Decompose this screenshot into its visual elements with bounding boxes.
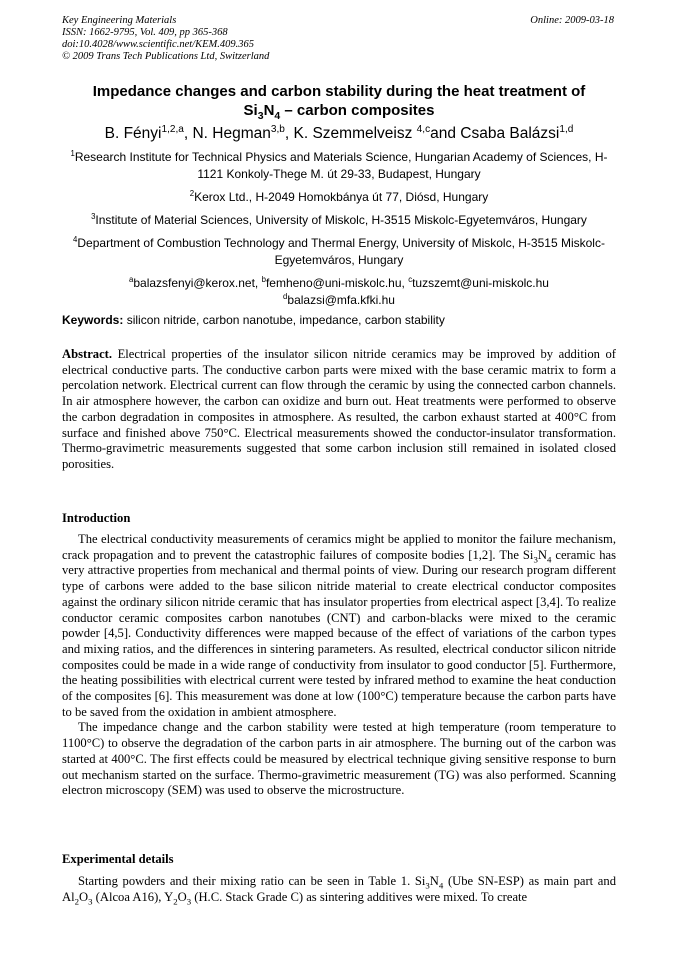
journal-header xyxy=(62,15,269,63)
intro-paragraph-1: The electrical conductivity measurements of ceramics might be applied to monitor the failure mechanism, crack propagation and to prevent the catastrophic failures of composite bodies [1,2]. The $Si_3N_4$ ceramic has very attractive properties from mechanical and thermal points of view. During our research program different type of carbons were added to the base silicon nitride material to create electrical conductor composites against the ordinary silicon nitride ceramic that has insulator properties from electrical aspect [3,4]. To realize conductor ceramic composites carbon nanotubes (CNT) and carbon-blacks were mixed to the ceramic powder [4,5]. Conductivity differences were mapped because of the effect of variations of the carbon types and mixing ratios, and the differences in sintering parameters. As resulted, electrical conductor silicon nitride composites could be made in a wide range of conductivity from insulator to good conductor [5]. Furthermore, the heating possibilities with electrical current were tested by infrared method to examine the heat conduction of the composites [6]. This measurement was done at low (100°C) temperature because the carbon parts have to be saved from the oxidation in ambient atmosphere. xyxy=(62,532,616,719)
keywords-text: silicon nitride, carbon nanotube, impedance, carbon stability xyxy=(123,313,445,327)
affiliations xyxy=(62,149,616,315)
keywords xyxy=(62,312,616,329)
abstract-label: Abstract. xyxy=(62,347,113,361)
introduction-heading: Introduction xyxy=(62,511,131,525)
author-emails: $^a$balazsfenyi@kerox.net, $^b$femheno@uni-miskolc.hu, $^c$tuzszemt@uni-miskolc.hu $^d$balazsi@mfa.kfki.hu xyxy=(129,275,549,307)
affiliation-2: $^2$Kerox Ltd., H-2049 Homokbánya út 77, Diósd, Hungary xyxy=(189,189,489,204)
intro-paragraph-2: The impedance change and the carbon stability were tested at high temperature (room temperature to 1100°C) to observe the degradation of the carbon parts in air atmosphere. The burning out of the carbon was started at 400°C. The first effects could be measured by electrical technique giving sensitive response to burn out mechanism started on the surface. Thermo-gravimetric measurement (TG) was also performed. Scanning electron microscopy (SEM) was used to observe the microstructure. xyxy=(62,720,616,798)
affiliation-4: $^4$Department of Combustion Technology and Thermal Energy, University of Miskolc, H-3515 Miskolc-Egyetemváros, Hungary xyxy=(73,235,605,267)
abstract-text: Electrical properties of the insulator silicon nitride ceramics may be improved by addition of electrical conductive parts. The conductive carbon parts were mixed with the base ceramic matrix to form a percolation network. Electrical current can flow through the ceramic by using the connected carbon channels. In air atmosphere however, the carbon can oxidize and burn out. Heat treatments were performed to observe the carbon degradation in composites in atmosphere. As resulted, the carbon exhaust started at 400°C from surface and finished above 750°C. Electrical measurements showed the conductor-insulator transformation. Thermo-gravimetric measurements suggested that some carbon inclusion still remained in isolated closed porosities. xyxy=(62,347,616,471)
paper-title xyxy=(62,82,616,120)
title-line-2: $Si_3N_4$ – carbon composites xyxy=(243,102,435,122)
abstract xyxy=(62,347,616,473)
journal-copyright: © 2009 Trans Tech Publications Ltd, Switzerland xyxy=(62,51,270,62)
experimental-body xyxy=(62,874,616,905)
keywords-label: Keywords: xyxy=(62,313,124,327)
journal-doi: doi:10.4028/www.scientific.net/KEM.409.365 xyxy=(62,39,254,50)
introduction-body xyxy=(62,532,616,799)
affiliation-1: $^1$Research Institute for Technical Physics and Materials Science, Hungarian Academy of Sciences, H-1121 Konkoly-Thege M. út 29-33, Budapest, Hungary xyxy=(70,149,608,181)
experimental-paragraph-1: Starting powders and their mixing ratio can be seen in Table 1. $Si_3N_4$ (Ube SN-ESP) as main part and $Al_2O_3$ (Alcoa A16), $Y_2O_3$ (H.C. Stack Grade C) as sintering additives were mixed. To create xyxy=(62,874,616,907)
affiliation-3: $^3$Institute of Material Sciences, University of Miskolc, H-3515 Miskolc-Egyetemváros, Hungary xyxy=(91,212,587,227)
journal-issn: ISSN: 1662-9795, Vol. 409, pp 365-368 xyxy=(62,27,228,38)
title-line-1: Impedance changes and carbon stability during the heat treatment of xyxy=(92,83,586,100)
online-date: Online: 2009-03-18 xyxy=(530,15,614,26)
author-list: B. Fényi$^{1,2,a}$, N. Hegman$^{3,b}$, K. Szemmelveisz $^{4,c}$and Csaba Balázsi$^{1,d}$ xyxy=(104,123,574,142)
journal-name: Key Engineering Materials xyxy=(62,15,177,26)
experimental-heading: Experimental details xyxy=(62,852,174,866)
